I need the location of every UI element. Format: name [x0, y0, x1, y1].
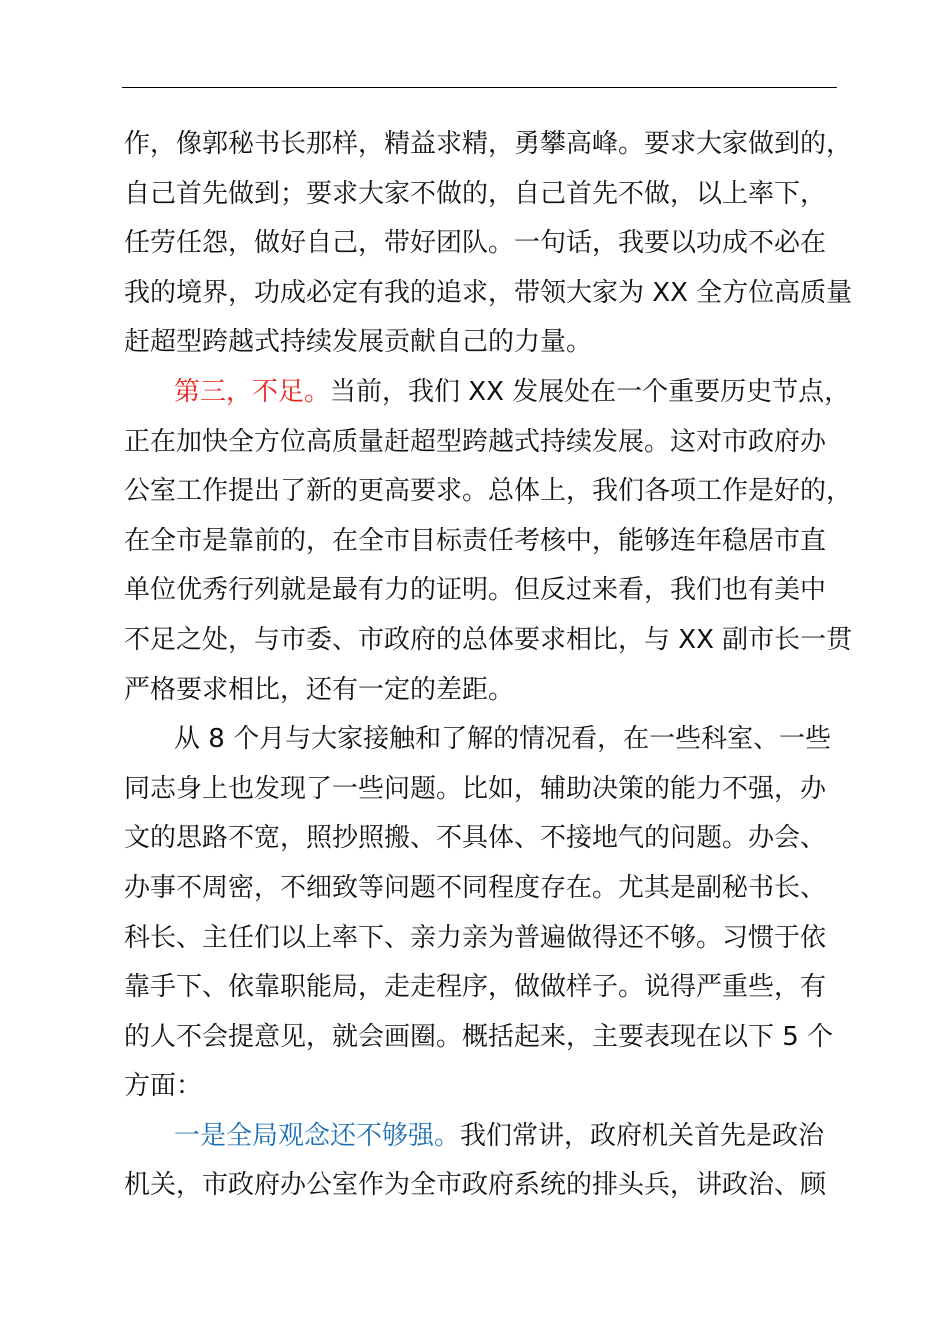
text-line	[124, 1161, 842, 1211]
text-line	[124, 1112, 842, 1162]
text-run: 公室工作提出了新的更高要求。总体上，我们各项工作是好的，	[124, 476, 853, 507]
text-run: 赶超型跨越式持续发展贡献自己的力量。	[124, 327, 593, 358]
text-run: 文的思路不宽，照抄照搬、不具体、不接地气的问题。办会、	[124, 823, 827, 854]
text-line	[124, 765, 842, 815]
text-line	[124, 715, 842, 765]
text-run: 正在加快全方位高质量赶超型跨越式持续发展。这对市政府办	[124, 426, 827, 457]
text-run: 自己首先做到；要求大家不做的，自己首先不做，以上率下，	[124, 178, 827, 209]
paragraph	[124, 120, 853, 368]
text-run: 办事不周密，不细致等问题不同程度存在。尤其是副秘书长、	[124, 872, 827, 903]
text-run: 我们常讲，政府机关首先是政治	[460, 1120, 825, 1151]
text-run: 单位优秀行列就是最有力的证明。但反过来看，我们也有美中	[124, 575, 827, 606]
text-line	[124, 318, 842, 368]
section-heading: 第三，不足。	[174, 376, 331, 407]
text-line	[124, 814, 842, 864]
text-line	[124, 666, 842, 716]
text-run: 的人不会提意见，就会画圈。概括起来，主要表现在以下 5 个	[124, 1021, 834, 1052]
text-run: 当前，我们 XX 发展处在一个重要历史节点，	[330, 376, 851, 407]
text-run: 作，像郭秘书长那样，精益求精，勇攀高峰。要求大家做到的，	[124, 129, 853, 159]
text-run: 严格要求相比，还有一定的差距。	[124, 674, 515, 705]
paragraph	[124, 368, 853, 715]
document-body	[124, 120, 853, 1211]
text-run: 不足之处，与市委、市政府的总体要求相比，与 XX 副市长一贯	[124, 624, 853, 655]
text-line	[124, 418, 842, 468]
text-line	[124, 914, 842, 964]
text-run: 方面：	[124, 1071, 203, 1102]
text-line	[124, 616, 853, 666]
text-line	[124, 170, 842, 220]
text-line	[124, 269, 853, 319]
text-run: 机关，市政府办公室作为全市政府系统的排头兵，讲政治、顾	[124, 1170, 827, 1201]
text-line	[124, 566, 842, 616]
text-line	[124, 368, 851, 418]
text-run: 我的境界，功成必定有我的追求，带领大家为 XX 全方位高质量	[124, 277, 853, 308]
text-run: 任劳任怨，做好自己，带好团队。一句话，我要以功成不必在	[124, 228, 827, 259]
text-line	[124, 467, 853, 517]
text-line	[124, 1013, 842, 1063]
text-run: 同志身上也发现了一些问题。比如，辅助决策的能力不强，办	[124, 773, 827, 804]
text-line	[124, 1062, 842, 1112]
paragraph	[124, 1112, 842, 1211]
text-line	[124, 963, 842, 1013]
text-line	[124, 517, 842, 567]
header-rule	[122, 87, 837, 88]
text-run: 从 8 个月与大家接触和了解的情况看，在一些科室、一些	[174, 724, 832, 755]
paragraph	[124, 715, 842, 1112]
text-run: 在全市是靠前的，在全市目标责任考核中，能够连年稳居市直	[124, 525, 827, 556]
text-line	[124, 120, 853, 170]
subsection-heading: 一是全局观念还不够强。	[174, 1120, 461, 1151]
text-run: 靠手下、依靠职能局，走走程序，做做样子。说得严重些，有	[124, 972, 827, 1003]
text-line	[124, 219, 842, 269]
text-run: 科长、主任们以上率下、亲力亲为普遍做得还不够。习惯于依	[124, 922, 827, 953]
text-line	[124, 864, 842, 914]
